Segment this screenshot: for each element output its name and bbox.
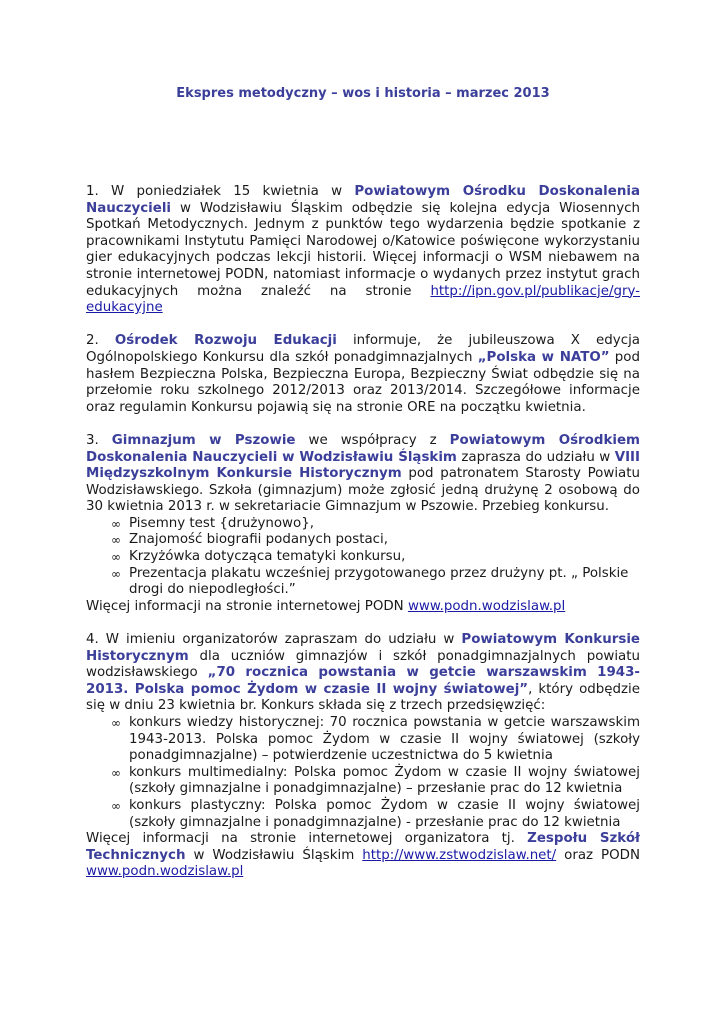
ipn-games-link[interactable]: http://ipn.gov.pl/publikacje/gry-edukacyjne: [86, 283, 640, 316]
infinity-bullet-icon: ∞: [111, 566, 121, 581]
s3-text-c: zaprasza do udziału w: [456, 449, 615, 465]
document-title: Ekspres metodyczny – wos i historia – marzec 2013: [176, 86, 550, 101]
podn-link-2[interactable]: www.podn.wodzislaw.pl: [86, 864, 244, 880]
s3-more-text: Więcej informacji na stronie internetowej PODN: [86, 598, 408, 614]
s4-text-b: dla uczniów gimnazjów i szkół ponadgimnazjalnych powiatu wodzisławskiego: [86, 648, 640, 681]
list-item-text: Krzyżówka dotycząca tematyki konkursu,: [129, 549, 406, 565]
s4-more-c: oraz PODN: [556, 847, 640, 863]
section-1: [86, 184, 640, 317]
section-4: [86, 632, 640, 881]
infinity-bullet-icon: ∞: [111, 550, 121, 565]
s1-text-a: 1. W poniedziałek 15 kwietnia w: [86, 184, 355, 199]
list-item-text: konkurs multimedialny: Polska pomoc Żydom w czasie II wojny światowej (szkoły gimnazjalne i ponadgimnazjalne) – przesłanie prac do 12 kwietnia: [129, 764, 640, 797]
list-item: [111, 715, 640, 765]
s2-text-a: 2.: [86, 333, 115, 349]
list-item: [111, 765, 640, 798]
s3-more: [86, 599, 640, 616]
s4-text-c: , który odbędzie się w dniu 23 kwietnia br. Konkurs składa się z trzech przedsięwzięć:: [86, 681, 640, 714]
s3-highlight-contest: VIII Międzyszkolnym Konkursie Historycznym: [86, 449, 641, 482]
zst-link[interactable]: http://www.zstwodzislaw.net/: [362, 847, 557, 863]
s3-highlight-podn: Powiatowym Ośrodkiem Doskonalenia Nauczycieli w Wodzisławiu Śląskim: [86, 432, 640, 465]
section-3: [86, 433, 640, 616]
s4-highlight-zst: Zespołu Szkół Technicznych: [86, 831, 640, 863]
document-body: [86, 184, 640, 881]
s3-text-b: we współpracy z: [295, 432, 450, 448]
infinity-bullet-icon: ∞: [111, 516, 121, 531]
s3-text-a: 3.: [86, 432, 112, 448]
infinity-bullet-icon: ∞: [111, 765, 121, 780]
s4-list: [86, 715, 640, 831]
infinity-bullet-icon: ∞: [111, 533, 121, 548]
list-item: [111, 549, 640, 566]
s4-highlight-theme: „70 rocznica powstania w getcie warszawskim 1943-2013. Polska pomoc Żydom w czasie II wojny światowej”: [86, 665, 640, 697]
s4-text-a: 4. W imieniu organizatorów zapraszam do udziału w: [86, 632, 462, 648]
s2-text-b: informuje, że jubileuszowa X edycja Ogólnopolskiego Konkursu dla szkół ponadgimnazjalnych: [86, 333, 640, 365]
list-item: [111, 798, 640, 831]
list-item: [111, 566, 640, 599]
s3-intro: [86, 433, 640, 516]
list-item-text: Pisemny test {drużynowo},: [129, 515, 314, 531]
list-item-text: Prezentacja plakatu wcześniej przygotowanego przez drużyny pt. „ Polskie drogi do niepodległości.”: [129, 565, 629, 598]
s4-more-b: w Wodzisławiu Śląskim: [185, 847, 363, 863]
section-2: [86, 333, 640, 416]
infinity-bullet-icon: ∞: [111, 798, 121, 813]
list-item-text: konkurs wiedzy historycznej: 70 rocznica powstania w getcie warszawskim 1943-2013. Polska pomoc Żydom w czasie II wojny światowej (szkoły ponadgimnazjalne) – potwierdzenie uczestnictwa do 5 kwietnia: [129, 715, 640, 764]
s2-highlight-ore: Ośrodek Rozwoju Edukacji: [114, 333, 337, 349]
s4-more: [86, 831, 640, 881]
podn-link[interactable]: www.podn.wodzislaw.pl: [407, 598, 566, 614]
infinity-bullet-icon: ∞: [111, 716, 121, 730]
s3-list: [86, 516, 640, 599]
s4-highlight-contest: Powiatowym Konkursie Historycznym: [86, 632, 640, 664]
s1-highlight-podn: Powiatowym Ośrodku Doskonalenia Nauczycieli: [86, 184, 640, 216]
s3-text-d: pod patronatem Starosty Powiatu Wodzisławskiego. Szkoła (gimnazjum) może zgłosić jedną drużynę 2 osobową do 30 kwietnia 2013 r. w sekretariacie Gimnazjum w Pszowie. Przebieg konkursu.: [86, 466, 640, 515]
list-item-text: Znajomość biografii podanych postaci,: [129, 532, 389, 548]
s2-text-c: pod hasłem Bezpieczna Polska, Bezpieczna Europa, Bezpieczny Świat odbędzie się na przełomie roku szkolnego 2012/2013 oraz 2013/2014. Szczegółowe informacje oraz regulamin Konkursu pojawią się na stronie ORE na początku kwietnia.: [86, 349, 640, 415]
s1-text-b: w Wodzisławiu Śląskim odbędzie się kolejna edycja Wiosennych Spotkań Metodycznych. Jednym z punktów tego wydarzenia będzie spotkanie z pracownikami Instytutu Pamięci Narodowej o/Katowice poświęcone wykorzystaniu gier edukacyjnych podczas lekcji historii. Więcej informacji o WSM niebawem na stronie internetowej PODN, natomiast informacje o wydanych przez instytut grach edukacyjnych można znaleźć na stronie: [86, 200, 640, 299]
s4-more-a: Więcej informacji na stronie internetowej organizatora tj.: [86, 831, 528, 847]
list-item: [111, 516, 640, 533]
s3-highlight-school: Gimnazjum w Pszowie: [111, 432, 296, 448]
s4-intro: [86, 632, 640, 715]
s2-highlight-nato: „Polska w NATO”: [477, 349, 610, 365]
list-item-text: konkurs plastyczny: Polska pomoc Żydom w czasie II wojny światowej (szkoły gimnazjalne i ponadgimnazjalne) - przesłanie prac do 12 kwietnia: [129, 797, 640, 830]
list-item: [111, 532, 640, 549]
